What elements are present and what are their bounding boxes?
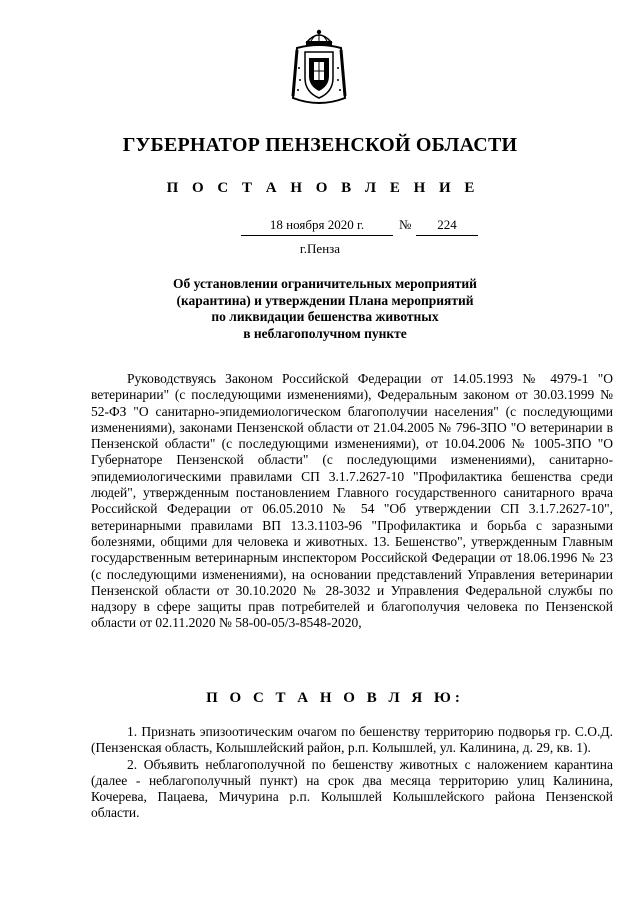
city-name: г.Пенза xyxy=(299,241,341,256)
resolution-item: 2. Объявить неблагополучной по бешенству животных с наложением карантина (далее - неблагополучный пункт) на срок два месяца территорию улиц Калинина, Кочерева, Пацаева, Мичурина р.п. Колышлей Колышлейского района Пензенской области. xyxy=(91,756,613,821)
preamble-block xyxy=(91,371,613,632)
issuer-title: ГУБЕРНАТОР ПЕНЗЕНСКОЙ ОБЛАСТИ xyxy=(122,134,518,156)
document-type: П О С Т А Н О В Л Е Н И Е xyxy=(166,180,480,196)
number-sign: № xyxy=(399,217,412,232)
subject-line: (карантина) и утверждении Плана мероприятий xyxy=(176,292,474,308)
resolve-heading: П О С Т А Н О В Л Я Ю: xyxy=(206,690,464,706)
document-subject xyxy=(160,276,490,342)
resolution-items xyxy=(91,724,613,822)
subject-line: Об установлении ограничительных мероприятий xyxy=(173,276,477,291)
resolution-item: 1. Признать эпизоотическим очагом по бешенству территорию подворья гр. С.О.Д. (Пензенская область, Колышлейский район, р.п. Колышлей, ул. Калинина, д. 29, кв. 1). xyxy=(91,724,613,756)
subject-line: в неблагополучном пункте xyxy=(243,325,407,341)
preamble-paragraph: Руководствуясь Законом Российской Федерации от 14.05.1993 № 4979-1 "О ветеринарии" (с последующими изменениями), Федеральным законом от 30.03.1999 № 52-ФЗ "О санитарно-эпидемиологическом благополучии населения" (с последующими изменениями), законами Пензенской области от 21.04.2005 № 796-ЗПО "О ветеринарии в Пензенской области" (с последующими изменениями), от 10.04.2006 № 1005-ЗПО "О Губернаторе Пензенской области" (с последующими изменениями), санитарно-эпидемиологическими правилами СП 3.1.7.2627-10 "Профилактика бешенства среди людей", утвержденным постановлением Главного государственного санитарного врача Российской Федерации от 06.05.2010 № 54 "Об утверждении СП 3.1.7.2627-10", ветеринарными правилами ВП 13.3.1103-96 "Профилактика и борьба с заразными болезнями, общими для человека и животных. 13. Бешенство", утвержденным Главным государственным ветеринарным инспектором Российской Федерации от 18.06.1996 № 23 (с последующими изменениями), на основании представлений Управления ветеринарии Пензенской области от 30.10.2020 № 28-3032 и Управления Федеральной службы по надзору в сфере защиты прав потребителей и благополучия человека по Пензенской области от 02.11.2020 № 58-00-05/3-8548-2020, xyxy=(91,371,613,631)
document-date: 18 ноября 2020 г. xyxy=(241,217,393,236)
subject-line: по ликвидации бешенства животных xyxy=(211,309,439,324)
document-number: 224 xyxy=(416,217,478,236)
coat-of-arms-emblem xyxy=(287,28,351,108)
